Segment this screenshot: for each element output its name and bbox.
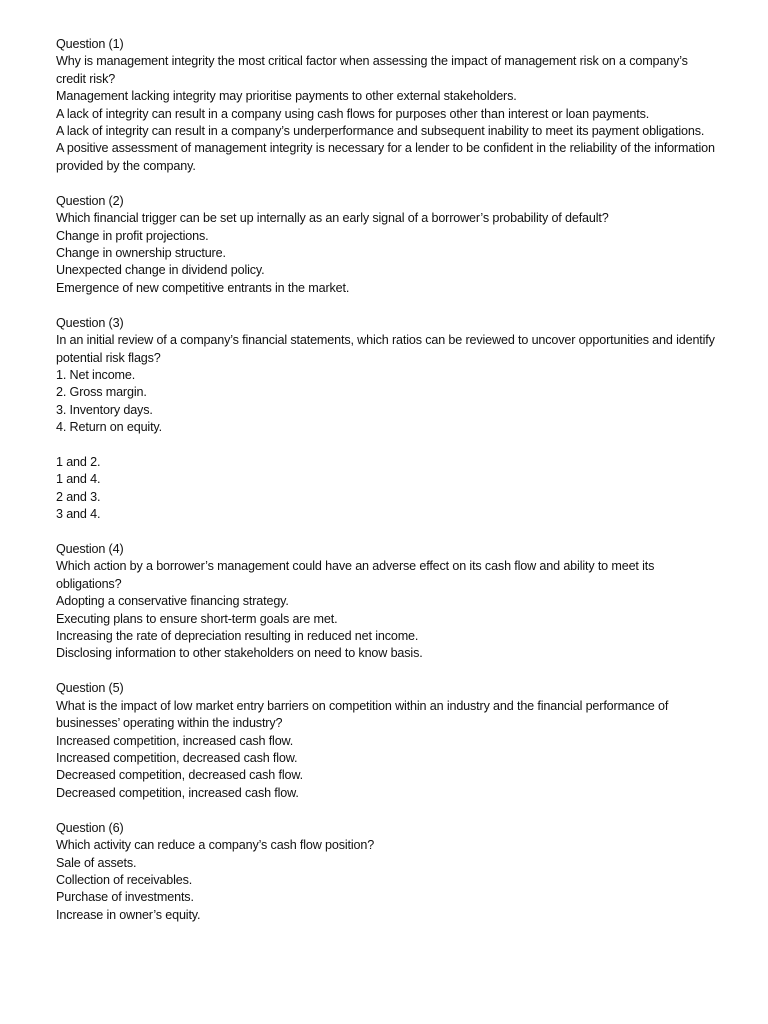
question-stem: Which activity can reduce a company’s cash flow position? [56, 838, 375, 853]
answer-option: 2 and 3. [56, 489, 101, 504]
answer-option: Executing plans to ensure short-term goals are met. [56, 611, 338, 626]
answer-option: Change in ownership structure. [56, 245, 226, 260]
answer-option: 3 and 4. [56, 507, 101, 522]
question-heading: Question (6) [56, 820, 124, 835]
answer-option: A lack of integrity can result in a company’s underperformance and subsequent inability to meet its payment obligations. [56, 124, 705, 139]
answer-option: Management lacking integrity may prioritise payments to other external stakeholders. [56, 89, 517, 104]
question-stem: Which action by a borrower’s management could have an adverse effect on its cash flow and ability to meet its obligations? [56, 559, 655, 591]
question-2 [56, 193, 716, 297]
answer-option: Increased competition, decreased cash flow. [56, 751, 298, 766]
answer-option: Increasing the rate of depreciation resulting in reduced net income. [56, 629, 419, 644]
numbered-item: 2. Gross margin. [56, 385, 147, 400]
question-4 [56, 541, 716, 663]
question-6 [56, 820, 716, 924]
answer-option: Disclosing information to other stakeholders on need to know basis. [56, 646, 423, 661]
question-heading: Question (2) [56, 193, 124, 208]
numbered-item: 3. Inventory days. [56, 402, 153, 417]
answer-option: 1 and 4. [56, 472, 101, 487]
numbered-item: 1. Net income. [56, 367, 136, 382]
question-heading: Question (3) [56, 315, 124, 330]
answer-option: Change in profit projections. [56, 228, 209, 243]
document-page [56, 36, 716, 942]
question-heading: Question (5) [56, 681, 124, 696]
answer-option: Sale of assets. [56, 855, 137, 870]
answer-option: Adopting a conservative financing strategy. [56, 594, 289, 609]
blank-line [56, 437, 716, 454]
answer-option: Decreased competition, increased cash flow. [56, 785, 299, 800]
question-stem: What is the impact of low market entry barriers on competition within an industry and the financial performance of businesses’ operating within the industry? [56, 698, 669, 731]
answer-option: Decreased competition, decreased cash flow. [56, 768, 303, 783]
answer-option: A lack of integrity can result in a company using cash flows for purposes other than interest or loan payments. [56, 106, 650, 121]
question-3 [56, 315, 716, 524]
numbered-item: 4. Return on equity. [56, 420, 162, 435]
answer-option: Emergence of new competitive entrants in the market. [56, 280, 350, 295]
answer-option: Increased competition, increased cash flow. [56, 733, 294, 748]
answer-option: A positive assessment of management integrity is necessary for a lender to be confident in the reliability of the information provided by the company. [56, 141, 715, 173]
question-stem: Which financial trigger can be set up internally as an early signal of a borrower’s probability of default? [56, 211, 609, 226]
question-heading: Question (1) [56, 37, 124, 51]
question-heading: Question (4) [56, 542, 124, 557]
answer-option: 1 and 2. [56, 454, 101, 469]
question-stem: Why is management integrity the most critical factor when assessing the impact of management risk on a company’s credit risk? [56, 54, 688, 86]
question-1 [56, 36, 716, 175]
question-5 [56, 680, 716, 802]
answer-option: Collection of receivables. [56, 872, 193, 887]
answer-option: Unexpected change in dividend policy. [56, 263, 265, 278]
answer-option: Increase in owner’s equity. [56, 907, 201, 922]
question-stem: In an initial review of a company’s financial statements, which ratios can be reviewed to uncover opportunities and identify potential risk flags? [56, 333, 715, 365]
answer-option: Purchase of investments. [56, 890, 194, 905]
